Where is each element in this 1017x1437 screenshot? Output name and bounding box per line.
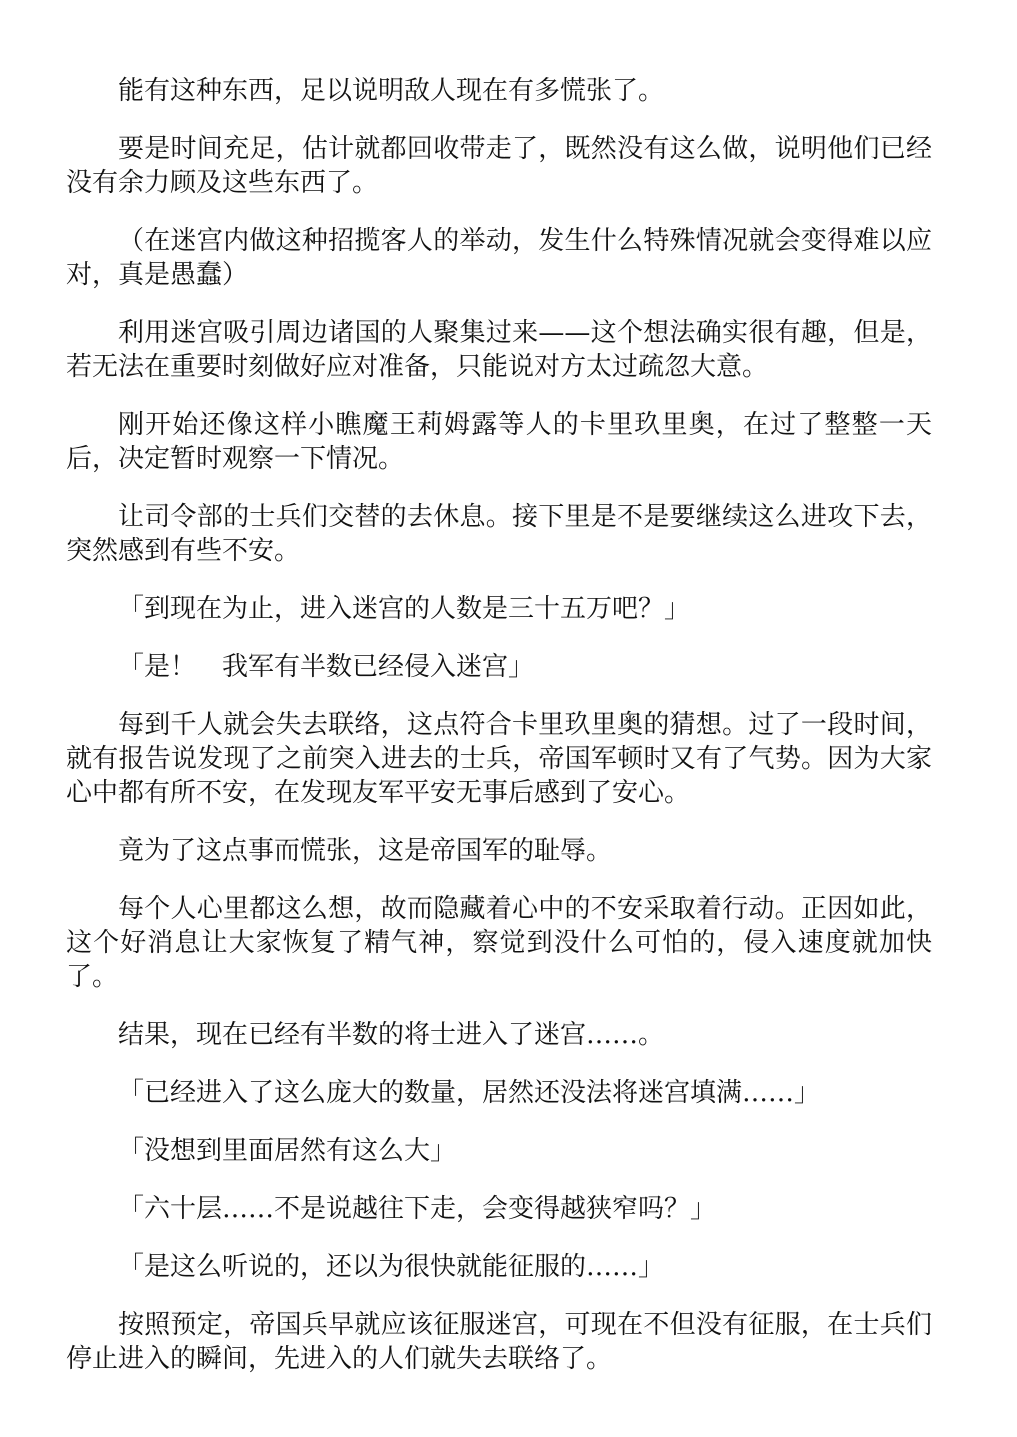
paragraph: 结果，现在已经有半数的将士进入了迷宫……。 xyxy=(118,1020,665,1050)
dialogue-line: 「到现在为止，进入迷宫的人数是三十五万吧？」 xyxy=(118,594,691,624)
paragraph: 每到千人就会失去联络，这点符合卡里玖里奥的猜想。过了一段时间，就有报告说发现了之前突入进去的士兵，帝国军顿时又有了气势。因为大家心中都有所不安，在发现友军平安无事后感到了安心。 xyxy=(66,710,932,808)
dialogue-line: 「六十层……不是说越往下走，会变得越狭窄吗？」 xyxy=(118,1194,717,1224)
paragraph: 能有这种东西，足以说明敌人现在有多慌张了。 xyxy=(118,76,665,106)
paragraph: 竟为了这点事而慌张，这是帝国军的耻辱。 xyxy=(118,836,613,866)
paragraph: 要是时间充足，估计就都回收带走了，既然没有这么做，说明他们已经没有余力顾及这些东西了。 xyxy=(66,134,932,198)
dialogue-line: 「是！ 我军有半数已经侵入迷宫」 xyxy=(118,652,535,682)
paragraph: （在迷宫内做这种招揽客人的举动，发生什么特殊情况就会变得难以应对，真是愚蠢） xyxy=(66,226,932,290)
dialogue-line: 「已经进入了这么庞大的数量，居然还没法将迷宫填满……」 xyxy=(118,1078,821,1108)
document-page xyxy=(66,74,932,1400)
paragraph: 刚开始还像这样小瞧魔王莉姆露等人的卡里玖里奥，在过了整整一天后，决定暂时观察一下情况。 xyxy=(66,410,932,474)
paragraph: 利用迷宫吸引周边诸国的人聚集过来——这个想法确实很有趣，但是，若无法在重要时刻做好应对准备，只能说对方太过疏忽大意。 xyxy=(66,318,932,382)
paragraph: 让司令部的士兵们交替的去休息。接下里是不是要继续这么进攻下去，突然感到有些不安。 xyxy=(66,502,932,566)
paragraph: 每个人心里都这么想，故而隐藏着心中的不安采取着行动。正因如此，这个好消息让大家恢复了精气神，察觉到没什么可怕的，侵入速度就加快了。 xyxy=(66,894,932,992)
dialogue-line: 「是这么听说的，还以为很快就能征服的……」 xyxy=(118,1252,665,1282)
dialogue-line: 「没想到里面居然有这么大」 xyxy=(118,1136,457,1166)
paragraph: 按照预定，帝国兵早就应该征服迷宫，可现在不但没有征服，在士兵们停止进入的瞬间，先进入的人们就失去联络了。 xyxy=(66,1310,932,1374)
